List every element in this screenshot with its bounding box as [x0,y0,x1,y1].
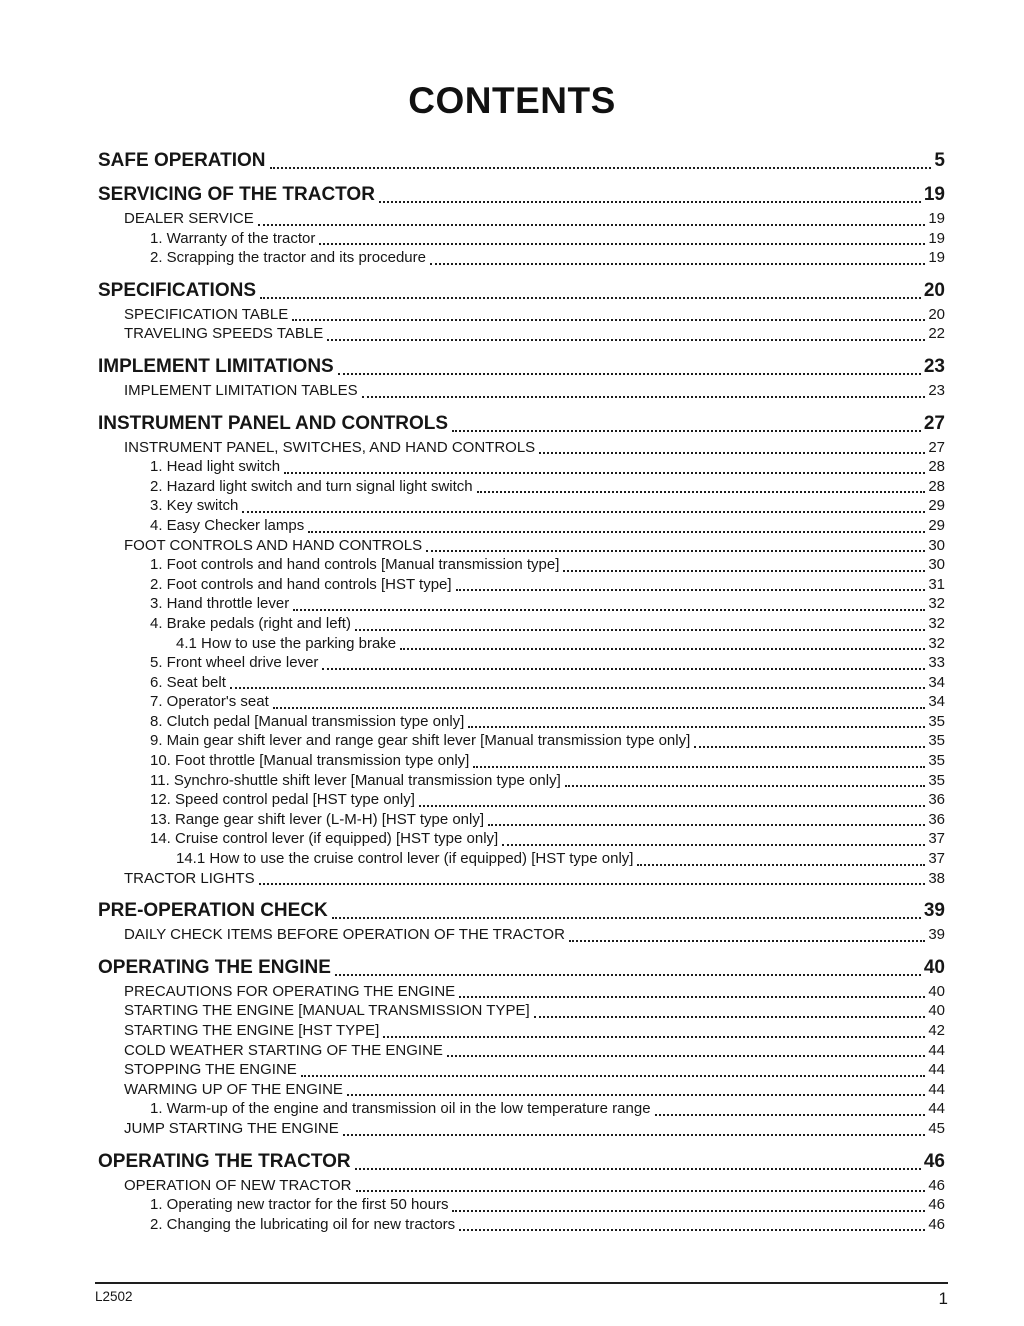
toc-row [98,477,945,497]
toc-entry-label: 14. Cruise control lever (if equipped) [HST type only] [150,830,499,848]
toc-entry-label: SPECIFICATIONS [98,279,256,301]
dot-leader [452,1210,925,1212]
toc-row [98,149,945,172]
dot-leader [534,1016,926,1018]
toc-entry-label: SERVICING OF THE TRACTOR [98,184,375,205]
toc-page-number: 20 [923,279,945,301]
toc-row [98,1060,945,1080]
toc-entry-label: 1. Operating new tractor for the first 50 hours [150,1196,449,1214]
dot-leader [539,452,925,454]
dot-leader [473,766,925,768]
toc-page-number: 46 [923,1150,945,1172]
toc-row [98,810,945,830]
toc-entry-label: IMPLEMENT LIMITATION TABLES [124,381,358,399]
toc-row [98,248,945,268]
toc-page-number: 23 [928,381,945,399]
footer-page-number: 1 [938,1289,948,1308]
dot-leader [379,201,921,203]
toc-entry-label: INSTRUMENT PANEL AND CONTROLS [98,412,449,434]
toc-row [98,1080,945,1100]
dot-leader [563,570,925,572]
dot-leader [477,491,926,493]
toc-entry-label: 14.1 How to use the cruise control lever (if equipped) [HST type only] [176,850,634,868]
toc-page-number: 19 [928,249,945,267]
toc-row [98,1215,945,1235]
toc-entry-label: 1. Foot controls and hand controls [Manual transmission type] [150,556,560,574]
toc-page-number: 36 [928,810,945,828]
dot-leader [259,883,926,885]
toc-entry-label: 2. Hazard light switch and turn signal light switch [150,477,473,495]
toc-entry-label: 8. Clutch pedal [Manual transmission type only] [150,712,465,730]
toc-list [0,122,1024,1234]
toc-row [98,1041,945,1061]
toc-page-number: 30 [928,536,945,554]
toc-page-number: 27 [928,438,945,456]
dot-leader [468,726,925,728]
toc-page-number: 45 [928,1119,945,1137]
toc-entry-label: PRECAUTIONS FOR OPERATING THE ENGINE [124,982,456,1000]
toc-row [98,790,945,810]
dot-leader [293,609,925,611]
toc-page-number: 35 [928,732,945,750]
toc-entry-label: OPERATING THE TRACTOR [98,1150,351,1172]
toc-row [98,324,945,344]
toc-row [98,849,945,869]
dot-leader [335,974,921,976]
dot-leader [343,1134,926,1136]
toc-entry-label: STOPPING THE ENGINE [124,1061,297,1079]
dot-leader [655,1114,926,1116]
toc-entry-label: 3. Hand throttle lever [150,595,290,613]
dot-leader [502,844,925,846]
toc-row [98,575,945,595]
toc-entry-label: 6. Seat belt [150,673,226,691]
toc-page-number: 30 [928,556,945,574]
dot-leader [301,1075,925,1077]
dot-leader [459,1229,925,1231]
toc-row [98,381,945,401]
toc-page-number: 39 [928,926,945,944]
toc-row [98,1099,945,1119]
toc-row [98,536,945,556]
toc-entry-label: TRACTOR LIGHTS [124,869,255,887]
dot-leader [284,472,925,474]
toc-entry-label: JUMP STARTING THE ENGINE [124,1119,339,1137]
toc-entry-label: SAFE OPERATION [98,150,266,171]
toc-page-number: 40 [928,1002,945,1020]
toc-page-number: 44 [928,1100,945,1118]
dot-leader [327,339,925,341]
dot-leader [338,373,921,375]
toc-page-number: 46 [928,1215,945,1233]
toc-entry-label: OPERATING THE ENGINE [98,956,331,978]
toc-page-number: 19 [928,210,945,227]
toc-page-number: 29 [928,497,945,515]
toc-entry-label: 1. Warm-up of the engine and transmission oil in the low temperature range [150,1100,651,1118]
dot-leader [332,917,921,919]
toc-page-number: 32 [928,595,945,613]
dot-leader [270,167,932,169]
toc-entry-label: WARMING UP OF THE ENGINE [124,1080,343,1098]
toc-row [98,925,945,945]
toc-entry-label: OPERATION OF NEW TRACTOR [124,1176,352,1194]
toc-row [98,751,945,771]
toc-entry-label: STARTING THE ENGINE [MANUAL TRANSMISSION TYPE] [124,1002,530,1020]
toc-page-number: 37 [928,850,945,868]
dot-leader [459,996,925,998]
toc-page-number: 44 [928,1041,945,1059]
toc-page-number: 22 [928,325,945,343]
toc-entry-label: TRAVELING SPEEDS TABLE [124,325,324,343]
dot-leader [569,940,925,942]
toc-page-number: 19 [923,184,945,205]
footer-model-code: L2502 [95,1289,133,1304]
toc-page-number: 44 [928,1061,945,1079]
toc-row [98,209,945,229]
toc-row [98,183,945,206]
toc-entry-label: 2. Changing the lubricating oil for new tractors [150,1215,456,1233]
toc-row [98,516,945,536]
dot-leader [355,1168,921,1170]
toc-row [98,634,945,654]
toc-page-number: 27 [923,412,945,434]
toc-row [98,712,945,732]
toc-entry-label: 3. Key switch [150,497,239,515]
toc-page-number: 37 [928,830,945,848]
toc-page-number: 46 [928,1176,945,1194]
page-title: CONTENTS [408,80,616,121]
toc-row [98,653,945,673]
toc-page-number: 39 [923,900,945,922]
dot-leader [637,864,925,866]
dot-leader [230,687,925,689]
toc-page-number: 42 [928,1022,945,1039]
toc-entry-label: SPECIFICATION TABLE [124,305,289,323]
toc-row [98,982,945,1002]
toc-row [98,899,945,922]
toc-row [98,496,945,516]
toc-row [98,229,945,249]
toc-page-number: 28 [928,458,945,476]
dot-leader [383,1036,925,1038]
toc-row [98,279,945,302]
toc-row [98,1021,945,1041]
toc-entry-label: 10. Foot throttle [Manual transmission type only] [150,752,470,770]
toc-entry-label: COLD WEATHER STARTING OF THE ENGINE [124,1041,443,1059]
toc-page-number: 33 [928,654,945,672]
toc-entry-label: 1. Warranty of the tractor [150,229,316,247]
toc-entry-label: 13. Range gear shift lever (L-M-H) [HST type only] [150,810,485,828]
dot-leader [447,1055,925,1057]
toc-entry-label: 4.1 How to use the parking brake [176,634,397,652]
dot-leader [362,396,926,398]
toc-entry-label: INSTRUMENT PANEL, SWITCHES, AND HAND CONTROLS [124,438,536,456]
toc-entry-label: DEALER SERVICE [124,210,254,227]
toc-row [98,956,945,979]
toc-row [98,457,945,477]
toc-row [98,438,945,458]
dot-leader [242,511,925,513]
toc-page-number: 35 [928,752,945,770]
toc-page-number: 35 [928,771,945,789]
toc-entry-label: 2. Scrapping the tractor and its procedure [150,249,426,267]
dot-leader [430,263,925,265]
dot-leader [319,243,925,245]
toc-row [98,1176,945,1196]
dot-leader [347,1094,925,1096]
toc-entry-label: 1. Head light switch [150,458,281,476]
toc-page-number: 5 [934,150,945,171]
toc-entry-label: 7. Operator's seat [150,693,269,711]
toc-page-number: 40 [928,982,945,1000]
toc-page-number: 46 [928,1196,945,1214]
toc-page-number: 36 [928,791,945,809]
toc-row [98,555,945,575]
toc-entry-label: 4. Easy Checker lamps [150,516,305,534]
dot-leader [400,648,925,650]
dot-leader [452,430,921,432]
toc-page-number: 34 [928,673,945,691]
toc-page-number: 28 [928,477,945,495]
toc-entry-label: IMPLEMENT LIMITATIONS [98,355,334,377]
toc-entry-label: FOOT CONTROLS AND HAND CONTROLS [124,536,423,554]
toc-row [98,412,945,435]
dot-leader [356,1190,926,1192]
toc-entry-label: 11. Synchro-shuttle shift lever [Manual transmission type only] [150,771,561,789]
toc-entry-label: 9. Main gear shift lever and range gear shift lever [Manual transmission type only] [150,732,691,750]
toc-page-number: 20 [928,305,945,323]
toc-row [98,1195,945,1215]
toc-row [98,614,945,634]
toc-row [98,829,945,849]
toc-entry-label: 2. Foot controls and hand controls [HST type] [150,575,452,593]
toc-entry-label: DAILY CHECK ITEMS BEFORE OPERATION OF THE TRACTOR [124,926,565,944]
toc-row [98,305,945,325]
toc-row [98,692,945,712]
dot-leader [258,224,926,226]
toc-entry-label: 5. Front wheel drive lever [150,654,319,672]
dot-leader [456,589,926,591]
toc-page-number: 32 [928,614,945,632]
toc-row [98,673,945,693]
toc-row [98,1001,945,1021]
toc-row [98,594,945,614]
toc-page-number: 44 [928,1080,945,1098]
dot-leader [565,785,926,787]
dot-leader [426,550,925,552]
toc-row [98,1119,945,1139]
dot-leader [292,319,925,321]
toc-page-number: 32 [928,634,945,652]
dot-leader [694,746,925,748]
toc-page-number: 38 [928,869,945,887]
toc-page-number: 31 [928,575,945,593]
toc-row [98,1150,945,1173]
dot-leader [308,531,925,533]
toc-entry-label: STARTING THE ENGINE [HST TYPE] [124,1022,380,1039]
toc-entry-label: PRE-OPERATION CHECK [98,900,328,922]
dot-leader [488,824,925,826]
toc-row [98,731,945,751]
toc-entry-label: 12. Speed control pedal [HST type only] [150,791,415,809]
toc-row [98,355,945,378]
page-footer [95,1282,948,1309]
dot-leader [260,297,921,299]
toc-page-number: 35 [928,712,945,730]
dot-leader [419,805,925,807]
dot-leader [355,629,925,631]
toc-page-number: 23 [923,355,945,377]
toc-page-number: 40 [923,956,945,978]
toc-page-number: 29 [928,516,945,534]
toc-row [98,869,945,889]
toc-entry-label: 4. Brake pedals (right and left) [150,614,351,632]
dot-leader [273,707,926,709]
toc-row [98,771,945,791]
dot-leader [322,668,925,670]
toc-page-number: 19 [928,229,945,247]
toc-page-number: 34 [928,693,945,711]
